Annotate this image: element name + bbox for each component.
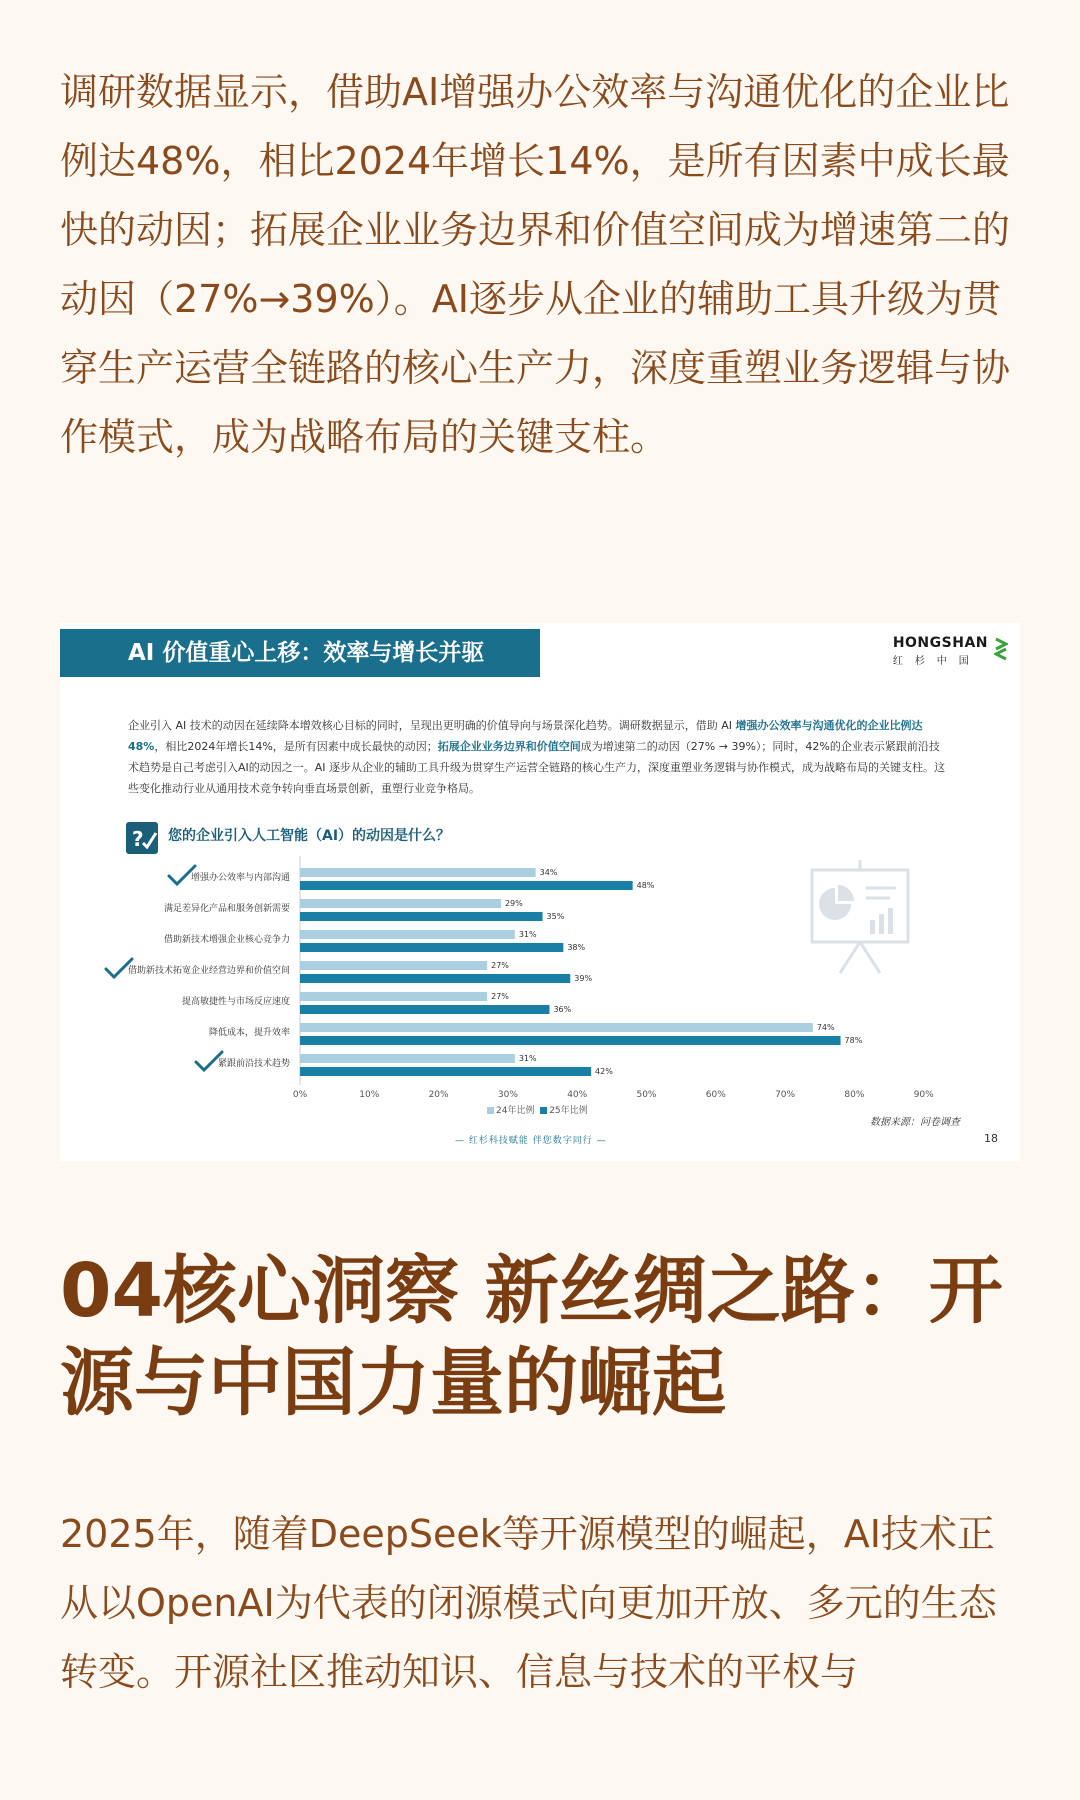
bar-2024 <box>300 930 515 939</box>
data-label: 78% <box>844 1036 863 1045</box>
legend-swatch-2025 <box>540 1107 547 1114</box>
motivation-bar-chart <box>60 848 1020 1098</box>
chart-legend <box>487 1103 588 1116</box>
data-label: 48% <box>636 881 655 890</box>
intro-part-2: ，相比2024年增长14%，是所有因素中成长最快的动因； <box>154 740 438 753</box>
legend-label-2025: 25年比例 <box>549 1106 588 1116</box>
data-label: 29% <box>504 899 523 908</box>
x-tick-label: 20% <box>428 1090 449 1098</box>
x-tick-label: 30% <box>497 1090 518 1098</box>
legend-swatch-2024 <box>487 1107 494 1114</box>
data-label: 31% <box>518 1054 537 1063</box>
x-tick-label: 80% <box>844 1090 865 1098</box>
article-paragraph-2: 2025年，随着DeepSeek等开源模型的崛起，AI技术正从以OpenAI为代表的闭源模式向更加开放、多元的生态转变。开源社区推动知识、信息与技术的平权与 <box>60 1512 997 1694</box>
category-label: 增强办公效率与内部沟通 <box>190 873 290 883</box>
category-label: 满足差异化产品和服务创新需要 <box>163 904 290 914</box>
bar-2025 <box>300 912 543 921</box>
data-label: 27% <box>491 961 509 970</box>
data-label: 27% <box>491 992 509 1001</box>
intro-highlight-2: 拓展企业业务边界和价值空间 <box>437 740 581 753</box>
category-label: 紧跟前沿技术趋势 <box>217 1059 290 1069</box>
bar-2025 <box>300 881 633 890</box>
legend-label-2024: 24年比例 <box>496 1106 535 1116</box>
category-label: 借助新技术拓宽企业经营边界和价值空间 <box>127 966 290 976</box>
bar-2024 <box>300 992 487 1001</box>
x-tick-label: 50% <box>636 1090 657 1098</box>
x-tick-label: 90% <box>913 1090 934 1098</box>
footer-slogan: — 红杉科技赋能 伴您数字同行 — <box>455 1136 607 1146</box>
report-slide-image <box>60 623 1020 1161</box>
data-label: 35% <box>546 912 565 921</box>
bar-2025 <box>300 1005 549 1014</box>
bar-2024 <box>300 961 487 970</box>
x-tick-label: 70% <box>775 1090 796 1098</box>
svg-text:?: ? <box>132 827 144 851</box>
data-label: 74% <box>816 1023 835 1032</box>
bar-2024 <box>300 1054 515 1063</box>
x-tick-label: 0% <box>292 1090 308 1098</box>
x-tick-label: 60% <box>705 1090 726 1098</box>
bar-2024 <box>300 868 536 877</box>
logo-chinese: 红杉中国 <box>892 656 981 667</box>
data-label: 34% <box>539 868 558 877</box>
bar-2025 <box>300 974 570 983</box>
intro-part-3: 成为增速第二的动因（27% → 39%）；同时，42%的企业表示紧跟前沿技术趋势是自己考虑引入AI的动因之一。AI 逐步从企业的辅助工具升级为贯穿生产运营全链路的核心生产力，深度重塑业务逻辑与协作模式，成为战略布局的关键支柱。这些变化推动行业从通用技术竞争转向垂直场景创新，重塑行业竞争格局。 <box>128 740 946 795</box>
bar-2025 <box>300 943 563 952</box>
category-label: 提高敏捷性与市场反应速度 <box>181 997 290 1007</box>
data-label: 38% <box>567 943 586 952</box>
intro-part-1: 企业引入 AI 技术的动因在延续降本增效核心目标的同时，呈现出更明确的价值导向与场景深化趋势。调研数据显示，借助 AI <box>128 719 736 732</box>
x-tick-label: 10% <box>359 1090 380 1098</box>
intro-highlight-1: 增强办公效率与沟通优化的企业比例达 48% <box>128 719 923 753</box>
logo-mark-icon <box>994 637 1008 663</box>
category-label: 降低成本，提升效率 <box>208 1028 290 1038</box>
page-number: 18 <box>984 1132 998 1145</box>
article-paragraph-1: 调研数据显示，借助AI增强办公效率与沟通优化的企业比例达48%，相比2024年增长14%，是所有因素中成长最快的动因；拓展企业业务边界和价值空间成为增速第二的动因（27%→39%）。AI逐步从企业的辅助工具升级为贯穿生产运营全链路的核心生产力，深度重塑业务逻辑与协作模式，成为战略布局的关键支柱。 <box>60 70 1011 459</box>
data-source: 数据来源：问卷调查 <box>870 1117 960 1128</box>
data-label: 31% <box>518 930 537 939</box>
data-label: 36% <box>553 1005 572 1014</box>
data-label: 39% <box>574 974 593 983</box>
section-heading: 04核心洞察 新丝绸之路：开源与中国力量的崛起 <box>60 1248 1003 1426</box>
x-tick-label: 40% <box>567 1090 588 1098</box>
category-label: 借助新技术增强企业核心竞争力 <box>163 935 290 945</box>
hongshan-logo <box>893 635 988 667</box>
logo-english: HONGSHAN <box>892 635 988 651</box>
data-label: 42% <box>595 1067 613 1076</box>
slide-intro-text <box>128 715 948 799</box>
bar-2024 <box>300 1023 813 1032</box>
bar-2025 <box>300 1036 841 1045</box>
survey-question: 您的企业引入人工智能（AI）的动因是什么？ <box>168 828 451 844</box>
slide-title: AI 价值重心上移：效率与增长并驱 <box>60 629 540 677</box>
bar-2025 <box>300 1067 591 1076</box>
bar-2024 <box>300 899 501 908</box>
